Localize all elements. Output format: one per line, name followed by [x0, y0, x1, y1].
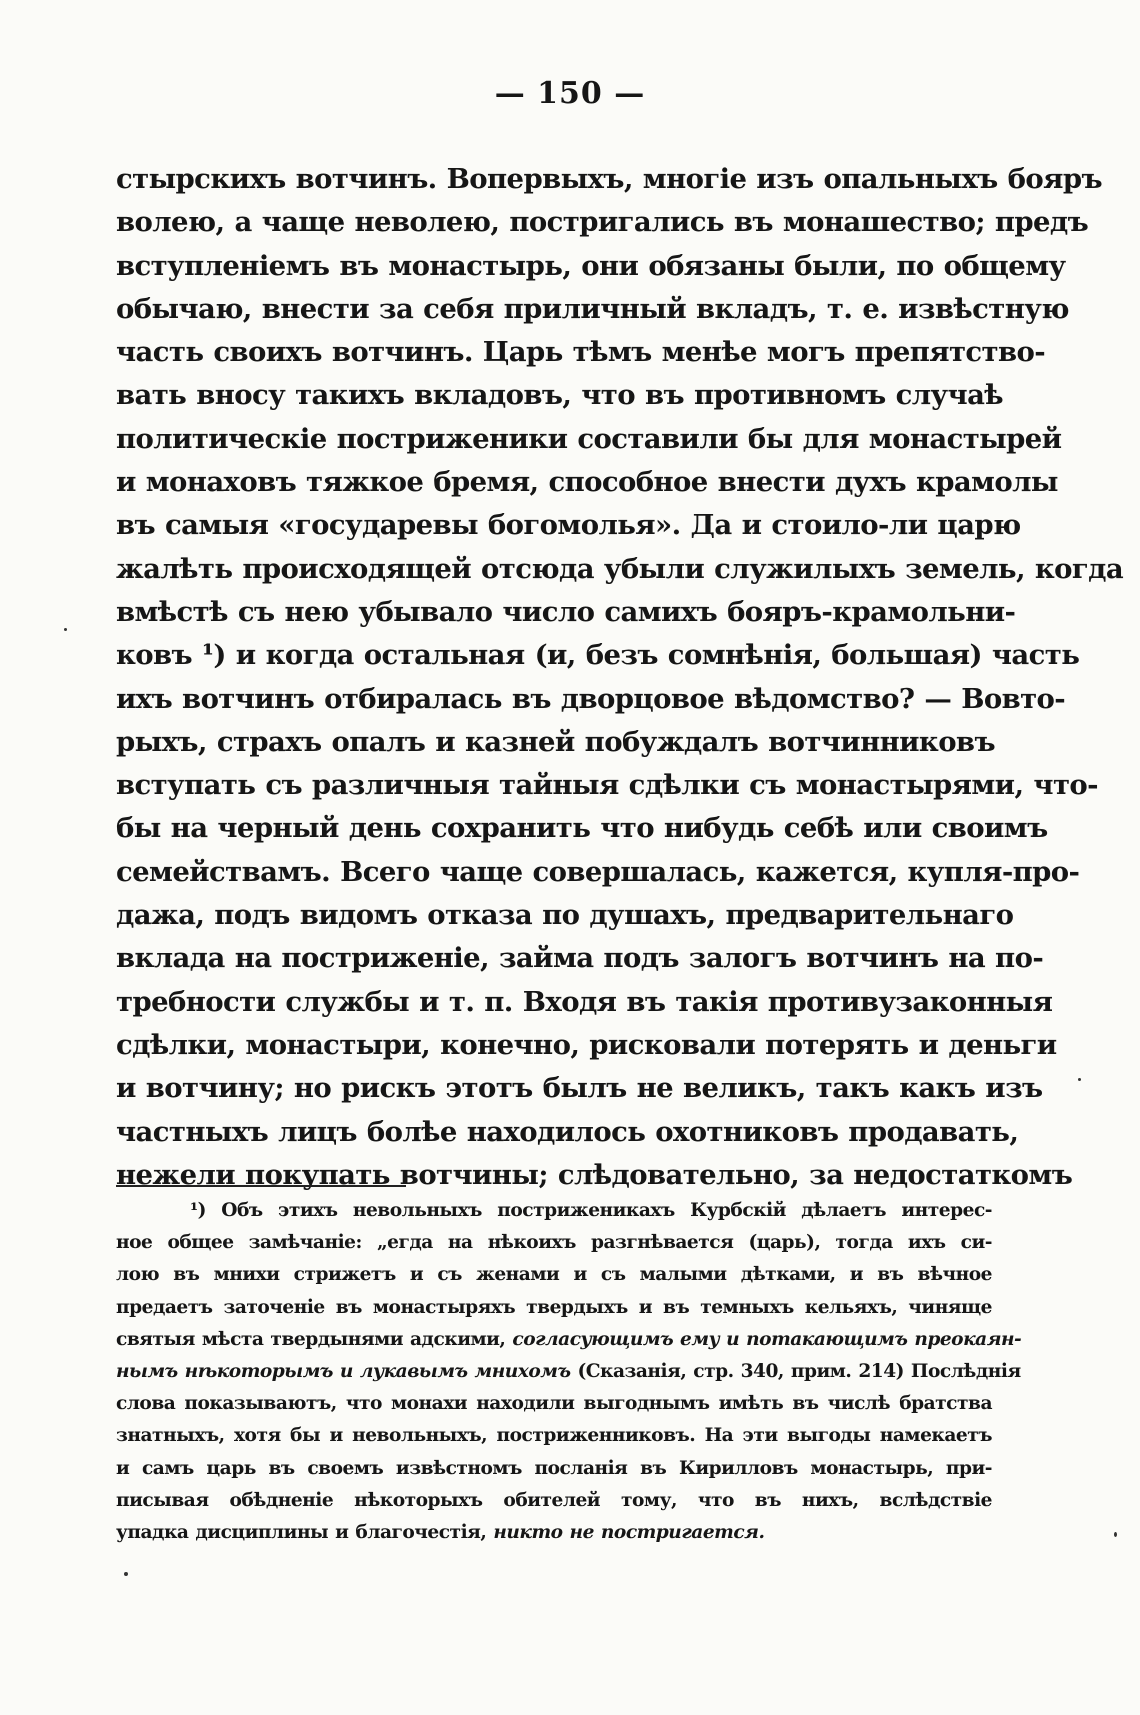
text-line: вступать съ различныя тайныя сдѣлки съ монастырями, что- — [116, 769, 1098, 802]
page-number: — 150 — — [494, 76, 646, 111]
footnote-italic-ending: никто не постригается. — [493, 1521, 765, 1543]
text-line: рыхъ, страхъ опалъ и казней побуждалъ вотчинниковъ — [116, 725, 995, 758]
text-line: ихъ вотчинъ отбиралась въ дворцовое вѣдомство? — Вовто- — [116, 682, 1066, 715]
text-line: требности службы и т. п. Входя въ такія противузаконныя — [116, 985, 1053, 1018]
text-line: и монаховъ тяжкое бремя, способное внести духъ крамолы — [116, 466, 1058, 499]
text-line: жалѣть происходящей отсюда убыли служилыхъ земель, когда — [116, 552, 1124, 585]
footnote-line: ¹) Объ этихъ невольныхъ постриженикахъ Курбскій дѣлаетъ интерес- — [190, 1200, 992, 1221]
scan-speck — [1078, 1078, 1081, 1081]
scan-speck — [64, 628, 67, 631]
footnote-line: писывая обѣдненіе нѣкоторыхъ обителей тому, что въ нихъ, вслѣдствіе — [116, 1489, 992, 1511]
text-line: въ самыя «государевы богомолья». Да и стоило-ли царю — [116, 509, 1021, 542]
footnote-line: знатныхъ, хотя бы и невольныхъ, постриженниковъ. На эти выгоды намекаетъ — [116, 1425, 992, 1447]
text-line: нежели покупать вотчины; слѣдовательно, за недостаткомъ — [116, 1158, 1073, 1191]
text-line: стырскихъ вотчинъ. Вопервыхъ, многіе изъ опальныхъ бояръ — [116, 163, 1102, 195]
text-line: и вотчину; но рискъ этотъ былъ не великъ, такъ какъ изъ — [116, 1072, 1043, 1105]
footnote-text: упадка дисциплины и благочестія, — [116, 1521, 494, 1543]
footnote-text: святыя мѣста твердынями адскими, — [116, 1328, 513, 1350]
footnote-line — [116, 1517, 992, 1549]
footnote-line: лою въ мнихи стрижетъ и съ женами и съ малыми дѣтками, и въ вѣчное — [116, 1264, 992, 1286]
footnote-quote-italic: нымъ нѣкоторымъ и лукавымъ мнихомъ — [116, 1360, 571, 1382]
text-line: бы на черный день сохранить что нибудь себѣ или своимъ — [116, 812, 1048, 845]
text-line: сдѣлки, монастыри, конечно, рисковали потерять и деньги — [116, 1028, 1057, 1061]
footnote-block — [116, 1195, 1022, 1549]
text-line: вмѣстѣ съ нею убывало число самихъ бояръ-крамольни- — [116, 595, 1016, 628]
footnote-line — [116, 1324, 1022, 1356]
text-line: часть своихъ вотчинъ. Царь тѣмъ менѣе могъ препятство- — [116, 336, 1046, 369]
footnote-line: слова показываютъ, что монахи находили выгоднымъ имѣть въ числѣ братства — [116, 1393, 992, 1415]
text-line: волею, а чаще неволею, постригались въ монашество; предъ — [116, 206, 1089, 239]
text-line: вклада на постриженіе, займа подъ залогъ вотчинъ на по- — [116, 942, 1044, 975]
main-text-block — [116, 158, 1124, 1197]
text-line: частныхъ лицъ болѣе находилось охотниковъ продавать, — [116, 1115, 1019, 1148]
footnote-line: и самъ царь въ своемъ извѣстномъ посланія въ Кирилловъ монастырь, при- — [116, 1457, 992, 1479]
footnote-line: ное общее замѣчаніе: „егда на нѣкоихъ разгнѣвается (царь), тогда ихъ си- — [116, 1232, 992, 1254]
footnote-text: (Сказанія, стр. 340, прим. 214) Послѣднія — [570, 1360, 1021, 1382]
footnote-quote-italic: согласующимъ ему и потакающимъ преокаян- — [512, 1328, 1022, 1350]
text-line: вступленіемъ въ монастырь, они обязаны были, по общему — [116, 249, 1066, 282]
text-line: дажа, подъ видомъ отказа по душахъ, предварительнаго — [116, 899, 1014, 932]
footnote-line: предаетъ заточеніе въ монастыряхъ твердыхъ и въ темныхъ кельяхъ, чиняще — [116, 1296, 992, 1318]
text-line: обычаю, внести за себя приличный вкладъ, т. е. извѣстную — [116, 292, 1069, 325]
text-line: семействамъ. Всего чаще совершалась, кажется, купля-про- — [116, 855, 1080, 888]
footnote-line — [116, 1356, 1021, 1388]
text-line: вать вносу такихъ вкладовъ, что въ противномъ случаѣ — [116, 379, 1004, 412]
scan-speck — [1114, 1532, 1117, 1537]
scan-speck — [124, 1572, 128, 1576]
text-line: ковъ ¹) и когда остальная (и, безъ сомнѣнія, большая) часть — [116, 639, 1080, 672]
footnote-divider — [116, 1185, 406, 1187]
text-line: политическіе постриженики составили бы для монастырей — [116, 422, 1062, 455]
